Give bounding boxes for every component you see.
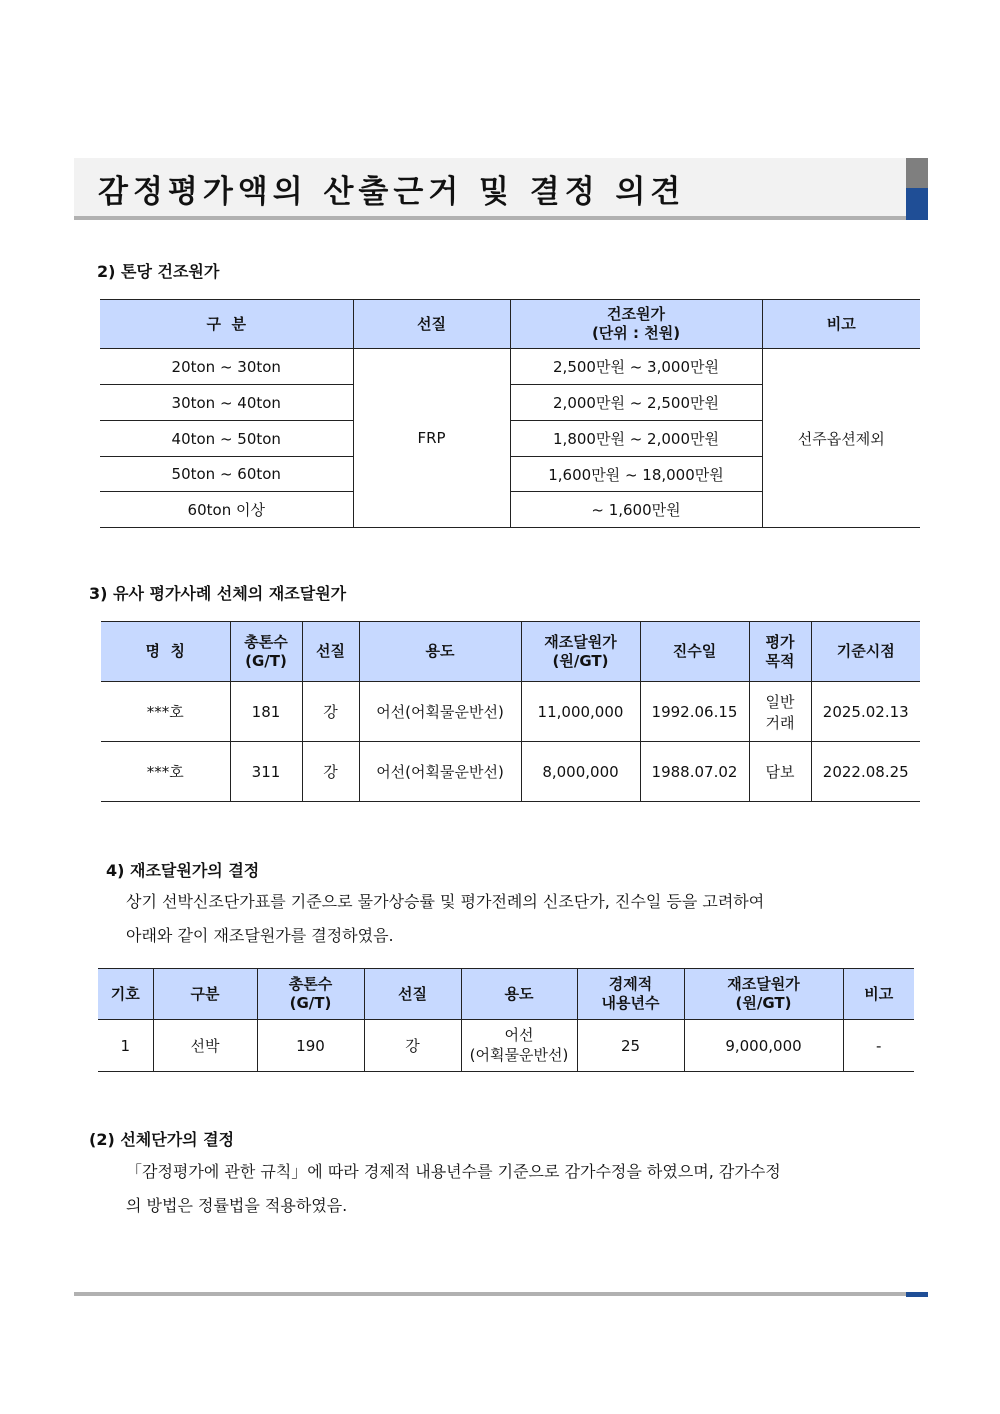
table-header-row	[98, 969, 914, 1020]
gross-tonnage: 311	[230, 742, 302, 802]
purpose	[749, 682, 811, 742]
tonnage-range: 50ton ~ 60ton	[100, 457, 353, 492]
header-tonnage-line2: (G/T)	[245, 651, 287, 670]
section-heading-cost-decision: 4) 재조달원가의 결정	[106, 861, 260, 880]
ship-name: ***호	[101, 682, 230, 742]
header-purpose	[749, 622, 811, 682]
header-cost-line1: 재조달원가	[544, 632, 617, 651]
header-purpose-line2: 목적	[765, 651, 795, 670]
header-usage: 용도	[359, 622, 521, 682]
base-date: 2022.08.25	[811, 742, 920, 802]
gross-tonnage: 190	[257, 1020, 364, 1072]
hull-material: 강	[364, 1020, 461, 1072]
header-cost	[510, 300, 762, 349]
footer-accent	[906, 1292, 928, 1297]
purpose-line1: 일반	[765, 692, 795, 711]
cost-range: ~ 1,600만원	[510, 492, 762, 528]
paragraph-line1: 「감정평가에 관한 규칙」에 따라 경제적 내용년수를 기준으로 감가수정을 하였으며, 감가수정	[126, 1162, 781, 1181]
gross-tonnage: 181	[230, 682, 302, 742]
tonnage-range: 20ton ~ 30ton	[100, 349, 353, 385]
header-launch-date: 진수일	[640, 622, 749, 682]
reprocurement-cost: 11,000,000	[521, 682, 640, 742]
table-header-row	[101, 622, 920, 682]
header-note: 비고	[762, 300, 920, 349]
cost-range: 1,600만원 ~ 18,000만원	[510, 457, 762, 492]
header-cost	[684, 969, 843, 1020]
header-tonnage-line2: (G/T)	[289, 994, 332, 1012]
header-tonnage	[230, 622, 302, 682]
usage	[461, 1020, 577, 1072]
table-row	[100, 349, 920, 385]
section-heading-similar-cases: 3) 유사 평가사례 선체의 재조달원가	[89, 584, 347, 603]
base-date: 2025.02.13	[811, 682, 920, 742]
header-purpose-line1: 평가	[765, 632, 795, 651]
section-heading-cost-per-ton: 2) 톤당 건조원가	[97, 262, 220, 281]
economic-life: 25	[577, 1020, 684, 1072]
table-row	[101, 742, 920, 802]
header-cost-line1: 재조달원가	[727, 975, 800, 994]
paragraph-line2: 아래와 같이 재조달원가를 결정하였음.	[126, 926, 394, 945]
reprocurement-cost: 9,000,000	[684, 1020, 843, 1072]
header-category: 구분	[153, 969, 257, 1020]
cost-per-ton-table	[100, 299, 920, 528]
title-accent-blue	[906, 188, 928, 220]
row-no: 1	[98, 1020, 153, 1072]
similar-cases-table	[101, 621, 920, 802]
table-row	[101, 682, 920, 742]
hull-material: 강	[302, 682, 359, 742]
launch-date: 1988.07.02	[640, 742, 749, 802]
header-cost-line2: (원/GT)	[735, 994, 792, 1012]
header-no: 기호	[98, 969, 153, 1020]
tonnage-range: 60ton 이상	[100, 492, 353, 528]
header-life-line2: 내용년수	[601, 994, 660, 1012]
cost-decision-paragraph	[126, 885, 906, 953]
header-usage: 용도	[461, 969, 577, 1020]
header-cost-line2: (원/GT)	[552, 651, 609, 670]
note-cell: 선주옵션제외	[762, 349, 920, 528]
usage-line2: (어획물운반선)	[469, 1045, 569, 1064]
usage: 어선(어획물운반선)	[359, 742, 521, 802]
material-cell: FRP	[353, 349, 510, 528]
cost-decision-table	[98, 968, 914, 1072]
note: -	[843, 1020, 914, 1072]
header-tonnage-line1: 총톤수	[288, 975, 333, 994]
launch-date: 1992.06.15	[640, 682, 749, 742]
header-cost-line2: (단위 : 천원)	[591, 324, 681, 342]
header-economic-life	[577, 969, 684, 1020]
table-header-row	[100, 300, 920, 349]
header-base-date: 기준시점	[811, 622, 920, 682]
paragraph-line2: 의 방법은 정률법을 적용하였음.	[126, 1196, 348, 1215]
ship-name: ***호	[101, 742, 230, 802]
tonnage-range: 30ton ~ 40ton	[100, 385, 353, 421]
usage: 어선(어획물운반선)	[359, 682, 521, 742]
paragraph-line1: 상기 선박신조단가표를 기준으로 물가상승률 및 평가전례의 신조단가, 진수일 등을 고려하여	[126, 892, 765, 911]
cost-range: 2,500만원 ~ 3,000만원	[510, 349, 762, 385]
tonnage-range: 40ton ~ 50ton	[100, 421, 353, 457]
cost-range: 1,800만원 ~ 2,000만원	[510, 421, 762, 457]
header-category: 구 분	[100, 300, 353, 349]
reprocurement-cost: 8,000,000	[521, 742, 640, 802]
purpose: 담보	[749, 742, 811, 802]
header-note: 비고	[843, 969, 914, 1020]
header-material: 선질	[353, 300, 510, 349]
header-life-line1: 경제적	[608, 975, 653, 994]
usage-line1: 어선	[504, 1026, 534, 1044]
header-material: 선질	[302, 622, 359, 682]
table-row	[98, 1020, 914, 1072]
page-title: 감정평가액의 산출근거 및 결정 의견	[98, 174, 686, 210]
purpose-line2: 거래	[765, 713, 795, 732]
header-name: 명 칭	[101, 622, 230, 682]
title-accent-gray	[906, 158, 928, 188]
title-bar	[74, 158, 906, 220]
hull-unit-price-paragraph	[126, 1155, 906, 1223]
header-tonnage-line1: 총톤수	[244, 632, 288, 651]
header-cost	[521, 622, 640, 682]
header-cost-line1: 건조원가	[607, 305, 665, 324]
category: 선박	[153, 1020, 257, 1072]
header-tonnage	[257, 969, 364, 1020]
cost-range: 2,000만원 ~ 2,500만원	[510, 385, 762, 421]
hull-material: 강	[302, 742, 359, 802]
footer-divider	[74, 1292, 906, 1296]
header-material: 선질	[364, 969, 461, 1020]
section-heading-hull-unit-price: (2) 선체단가의 결정	[89, 1130, 235, 1149]
